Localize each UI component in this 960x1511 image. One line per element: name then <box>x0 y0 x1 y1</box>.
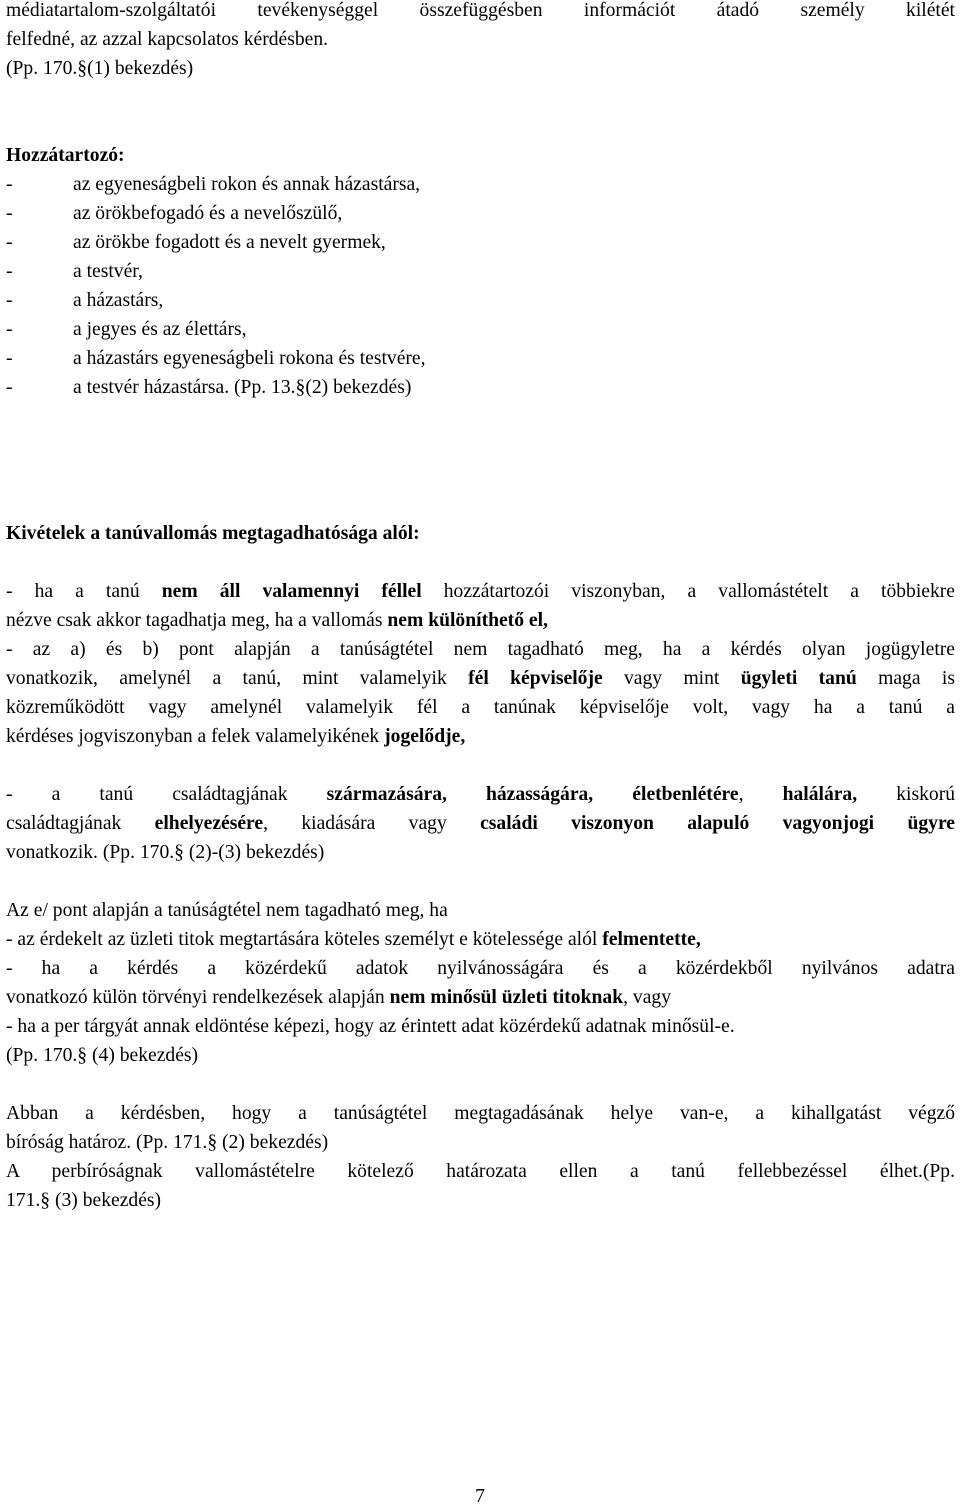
exception-p1-line-1: - ha a tanú nem áll valamennyi féllel hozzátartozói viszonyban, a vallomástételt a többiekre <box>6 581 955 602</box>
list-item-text: a testvér, <box>73 261 143 282</box>
exception-p4-line-1: Az e/ pont alapján a tanúságtétel nem tagadható meg, ha <box>6 900 448 921</box>
list-dash: - <box>6 377 13 398</box>
continuation-reference: (Pp. 170.§(1) bekezdés) <box>6 58 194 79</box>
list-item-text: az örökbefogadó és a nevelőszülő, <box>73 203 343 224</box>
exception-p2-line-1: - az a) és b) pont alapján a tanúságtétel nem tagadható meg, ha a kérdés olyan jogügyletre <box>6 639 955 660</box>
list-dash: - <box>6 290 13 311</box>
exception-p4-line-6: (Pp. 170.§ (4) bekezdés) <box>6 1045 199 1066</box>
relatives-heading: Hozzátartozó: <box>6 145 125 166</box>
list-item-text: a házastárs egyeneságbeli rokona és testvére, <box>73 348 426 369</box>
exception-p4-line-3: - ha a kérdés a közérdekű adatok nyilvánosságára és a közérdekből nyilvános adatra <box>6 958 955 979</box>
continuation-line-2: felfedné, az azzal kapcsolatos kérdésben. <box>6 29 329 50</box>
exception-p2-line-2: vonatkozik, amelynél a tanú, mint valamelyik fél képviselője vagy mint ügyleti tanú maga is <box>6 668 955 689</box>
list-dash: - <box>6 232 13 253</box>
list-dash: - <box>6 348 13 369</box>
list-item-text: a házastárs, <box>73 290 164 311</box>
list-dash: - <box>6 203 13 224</box>
list-dash: - <box>6 261 13 282</box>
list-dash: - <box>6 319 13 340</box>
exception-p4-line-5: - ha a per tárgyát annak eldöntése képezi, hogy az érintett adat közérdekű adatnak minősül-e. <box>6 1016 735 1037</box>
exception-p3-line-3: vonatkozik. (Pp. 170.§ (2)-(3) bekezdés) <box>6 842 325 863</box>
exception-p4-line-4: vonatkozó külön törvényi rendelkezések alapján nem minősül üzleti titoknak, vagy <box>6 987 671 1008</box>
continuation-line-1: médiatartalom-szolgáltatói tevékenységgel összefüggésben információt átadó személy kilétét <box>6 0 955 21</box>
exception-p5-line-4: 171.§ (3) bekezdés) <box>6 1190 162 1211</box>
exception-p5-line-2: bíróság határoz. (Pp. 171.§ (2) bekezdés) <box>6 1132 329 1153</box>
list-item-text: az örökbe fogadott és a nevelt gyermek, <box>73 232 386 253</box>
exception-p2-line-3: közreműködött vagy amelynél valamelyik fél a tanúnak képviselője volt, vagy ha a tanú a <box>6 697 955 718</box>
exception-p4-line-2: - az érdekelt az üzleti titok megtartására köteles személyt e kötelessége alól felmentette, <box>6 929 701 950</box>
list-item-text: a jegyes és az élettárs, <box>73 319 247 340</box>
document-page <box>6 0 955 1509</box>
exceptions-heading: Kivételek a tanúvallomás megtagadhatósága alól: <box>6 523 420 544</box>
list-item-text: az egyeneságbeli rokon és annak házastársa, <box>73 174 421 195</box>
exception-p5-line-3: A perbíróságnak vallomástételre kötelező határozata ellen a tanú fellebbezéssel élhet.(Pp. <box>6 1161 955 1182</box>
exception-p5-line-1: Abban a kérdésben, hogy a tanúságtétel megtagadásának helye van-e, a kihallgatást végző <box>6 1103 955 1124</box>
page-number: 7 <box>475 1486 485 1507</box>
exception-p2-line-4: kérdéses jogviszonyban a felek valamelyikének jogelődje, <box>6 726 466 747</box>
list-item-text: a testvér házastársa. (Pp. 13.§(2) bekezdés) <box>73 377 412 398</box>
exception-p1-line-2: nézve csak akkor tagadhatja meg, ha a vallomás nem különíthető el, <box>6 610 548 631</box>
exception-p3-line-1: - a tanú családtagjának származására, házasságára, életbenlétére, halálára, kiskorú <box>6 784 955 805</box>
exception-p3-line-2: családtagjának elhelyezésére, kiadására vagy családi viszonyon alapuló vagyonjogi ügyre <box>6 813 955 834</box>
list-dash: - <box>6 174 13 195</box>
